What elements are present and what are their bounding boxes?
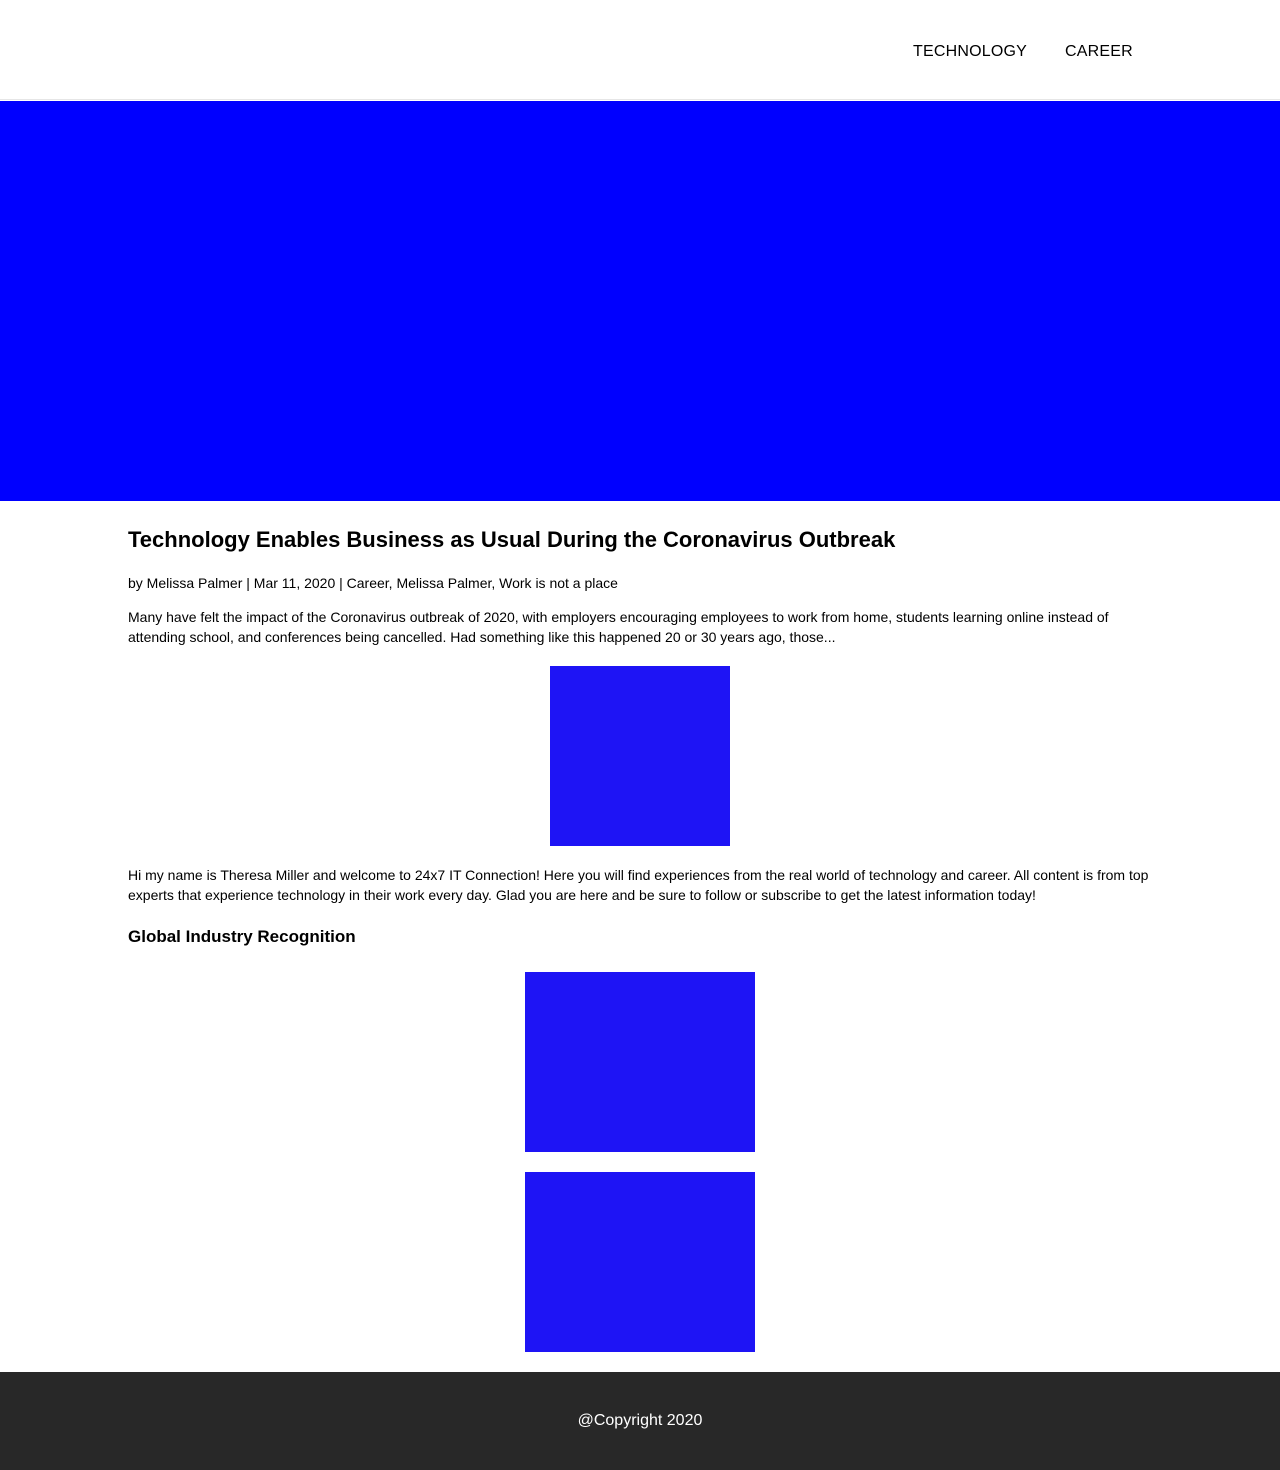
main-nav — [0, 42, 1280, 62]
post-excerpt: Many have felt the impact of the Coronavirus outbreak of 2020, with employers encouraging employees to work from home, students learning online instead of attending school, and conferences being cancelled. Had something like this happened 20 or 30 years ago, those... — [128, 609, 1109, 645]
post-title[interactable]: Technology Enables Business as Usual During the Coronavirus Outbreak — [128, 527, 896, 552]
site-footer — [0, 1372, 1280, 1470]
hero-banner — [0, 101, 1280, 501]
recognition-heading: Global Industry Recognition — [128, 927, 356, 946]
award-badge-2 — [525, 1172, 755, 1352]
nav-link-career[interactable]: CAREER — [1065, 43, 1133, 60]
intro-text: Hi my name is Theresa Miller and welcome to 24x7 IT Connection! Here you will find experiences from the real world of technology and career. All content is from top experts that experience technology in their work every day. Glad you are here and be sure to follow or subscribe to get the latest information today! — [128, 867, 1149, 903]
copyright-text: @Copyright 2020 — [577, 1412, 703, 1429]
nav-link-technology[interactable]: TECHNOLOGY — [913, 43, 1028, 60]
award-badge-1 — [525, 972, 755, 1152]
author-photo — [550, 666, 730, 846]
post-meta: by Melissa Palmer | Mar 11, 2020 | Career, Melissa Palmer, Work is not a place — [128, 575, 618, 591]
site-header — [0, 0, 1280, 100]
